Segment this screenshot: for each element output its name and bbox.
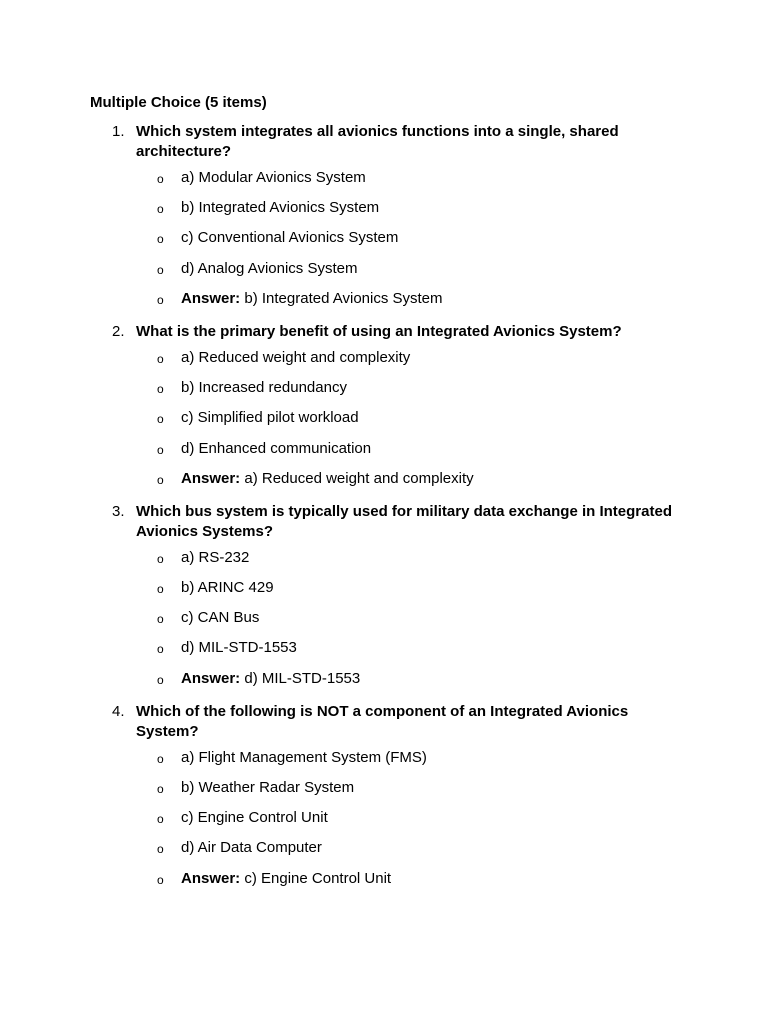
option-item	[0, 198, 768, 228]
option-item	[0, 638, 768, 668]
question-text: Which bus system is typically used for military data exchange in Integrated Avionics Systems?	[136, 502, 672, 540]
answer-value: c) Engine Control Unit	[244, 869, 392, 887]
answer-item	[0, 869, 768, 899]
bullet-icon: o	[157, 232, 164, 247]
option-list	[0, 548, 768, 699]
question-item	[0, 122, 768, 319]
option-text: a) Reduced weight and complexity	[181, 348, 411, 366]
option-item	[0, 808, 768, 838]
bullet-icon: o	[157, 612, 164, 627]
question-number: 2.	[112, 322, 125, 340]
option-text: d) Enhanced communication	[181, 439, 372, 457]
answer-value: a) Reduced weight and complexity	[244, 469, 474, 487]
option-text: d) Air Data Computer	[181, 839, 322, 857]
bullet-icon: o	[157, 751, 164, 766]
bullet-icon: o	[157, 782, 164, 796]
option-item	[0, 578, 768, 608]
option-text: a) Flight Management System (FMS)	[181, 748, 427, 766]
option-text: c) Engine Control Unit	[181, 809, 328, 827]
option-text: a) RS-232	[181, 548, 250, 566]
bullet-icon: o	[157, 842, 164, 857]
answer-item	[0, 669, 768, 699]
section-heading: Multiple Choice (5 items)	[90, 94, 267, 111]
option-text: d) Analog Avionics System	[181, 259, 358, 277]
bullet-icon: o	[157, 351, 164, 366]
answer-text	[181, 869, 391, 889]
option-text: a) Modular Avionics System	[181, 169, 366, 186]
option-text: c) Simplified pilot workload	[181, 409, 359, 427]
question-number: 1.	[112, 123, 125, 140]
question-list	[0, 122, 768, 902]
answer-label: Answer:	[181, 289, 241, 307]
option-item	[0, 439, 768, 469]
option-item	[0, 259, 768, 289]
bullet-icon: o	[157, 551, 164, 566]
bullet-icon: o	[157, 262, 164, 277]
answer-label: Answer:	[181, 469, 241, 487]
option-list	[0, 348, 768, 499]
bullet-icon: o	[157, 382, 164, 397]
option-item	[0, 608, 768, 638]
option-text: c) Conventional Avionics System	[181, 229, 399, 247]
bullet-icon: o	[157, 872, 164, 887]
bullet-icon: o	[157, 202, 164, 217]
question-text: What is the primary benefit of using an Integrated Avionics System?	[136, 322, 622, 340]
question-item	[0, 702, 768, 899]
answer-text	[181, 469, 474, 489]
answer-value: d) MIL-STD-1553	[244, 669, 361, 687]
answer-text	[181, 289, 443, 309]
question-text: Which of the following is NOT a component of an Integrated Avionics System?	[136, 702, 629, 740]
question-number: 3.	[112, 502, 125, 520]
option-text: b) Weather Radar System	[181, 779, 355, 796]
question-number: 4.	[112, 702, 125, 720]
bullet-icon: o	[157, 472, 164, 487]
option-text: b) Increased redundancy	[181, 379, 347, 397]
answer-label: Answer:	[181, 869, 241, 887]
answer-item	[0, 469, 768, 499]
bullet-icon: o	[157, 412, 164, 427]
answer-text	[181, 669, 360, 689]
option-text: c) CAN Bus	[181, 609, 260, 627]
bullet-icon: o	[157, 812, 164, 827]
option-item	[0, 748, 768, 778]
option-item	[0, 778, 768, 808]
bullet-icon: o	[157, 582, 164, 597]
bullet-icon: o	[157, 172, 164, 186]
bullet-icon: o	[157, 672, 164, 687]
option-list	[0, 748, 768, 899]
question-text: Which system integrates all avionics functions into a single, shared architecture?	[136, 123, 619, 160]
answer-label: Answer:	[181, 669, 241, 687]
bullet-icon: o	[157, 642, 164, 657]
option-item	[0, 548, 768, 578]
question-item	[0, 322, 768, 499]
option-item	[0, 408, 768, 438]
option-list	[0, 168, 768, 319]
option-text: b) ARINC 429	[181, 579, 274, 597]
answer-item	[0, 289, 768, 319]
option-item	[0, 378, 768, 408]
bullet-icon: o	[157, 442, 164, 457]
option-text: b) Integrated Avionics System	[181, 199, 380, 217]
question-item	[0, 502, 768, 699]
option-item	[0, 168, 768, 198]
bullet-icon: o	[157, 292, 164, 307]
option-item	[0, 348, 768, 378]
option-text: d) MIL-STD-1553	[181, 639, 297, 657]
option-item	[0, 838, 768, 868]
answer-value: b) Integrated Avionics System	[244, 289, 443, 307]
option-item	[0, 228, 768, 258]
